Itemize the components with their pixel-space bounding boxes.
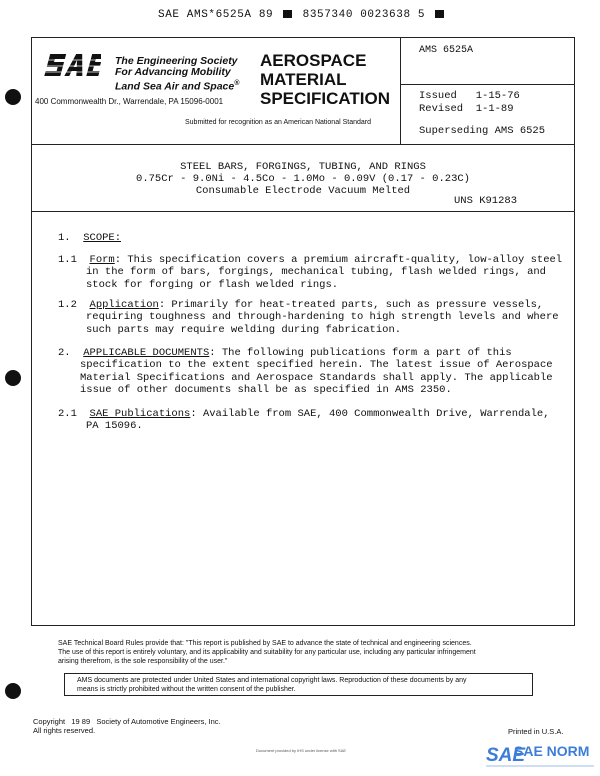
superseding-note: Superseding AMS 6525 (419, 125, 546, 137)
issue-dates: Issued 1-15-76 Revised 1-1-89 (419, 90, 520, 115)
copyright-notice-box: AMS documents are protected under United States and international copyright laws. Reproduction of these documents by any means is strictly prohibited without the written consent of the publisher. (64, 673, 533, 696)
section-1-heading: 1. SCOPE: (58, 232, 122, 244)
section-2: 2. APPLICABLE DOCUMENTS: The following publications form a part of this specification to the extent specified herein. The latest issue of Aerospace Material Specifications and Aerospace Standards shall apply. The applicable issue of other documents shall be as specified in AMS 2350. (58, 347, 553, 396)
copyright-line: Copyright 19 89 Society of Automotive Engineers, Inc. All rights reserved. (33, 717, 221, 735)
document-type-title (260, 51, 390, 108)
material-subject (31, 145, 575, 212)
title-line-3: SPECIFICATION (260, 89, 391, 108)
punch-hole (5, 370, 21, 386)
sae-logo-icon (41, 51, 101, 81)
barcode-block (435, 10, 444, 18)
title-line-2: MATERIAL (260, 70, 347, 89)
society-line-2: For Advancing Mobility (115, 66, 231, 78)
barcode-block (283, 10, 292, 18)
header-info-cell (401, 37, 575, 145)
section-1-1: 1.1 Form: This specification covers a premium aircraft-quality, low-alloy steel in the form of bars, forgings, mechanical tubing, flash welded rings, and stock for forging or flash welded rings. (58, 254, 563, 291)
punch-hole (5, 683, 21, 699)
society-line-1: The Engineering Society (115, 55, 238, 67)
technical-board-rules: SAE Technical Board Rules provide that: "This report is published by SAE to advance the state of technical and engineering sciences. The use of this report is entirely voluntary, and its applicability and suitability for any particular use, including any particular infringement arising therefrom, is the sole responsibility of the user." (58, 640, 476, 665)
printed-in: Printed in U.S.A. (508, 727, 564, 736)
section-2-1: 2.1 SAE Publications: Available from SAE, 400 Commonwealth Drive, Warrendale, PA 15096. (58, 408, 550, 433)
ams-number-box (401, 37, 575, 85)
sae-norm-watermark: SAE NORM (514, 743, 590, 759)
ams-number: AMS 6525A (419, 45, 474, 56)
society-name (115, 56, 239, 93)
svg-text:SAE: SAE (486, 745, 526, 766)
subject-line-3: Consumable Electrode Vacuum Melted (195, 185, 411, 197)
submitted-note: Submitted for recognition as an American National Standard (185, 119, 371, 126)
document-code-left: SAE AMS*6525A 89 (158, 9, 274, 21)
punch-hole (5, 89, 21, 105)
document-code-mid: 8357340 0023638 5 (302, 9, 426, 21)
document-code-header (158, 9, 447, 21)
title-line-1: AEROSPACE (260, 51, 367, 70)
society-address: 400 Commonwealth Dr., Warrendale, PA 15096-0001 (35, 97, 224, 106)
society-line-3: Land Sea Air and Space® (115, 80, 240, 93)
section-1-2: 1.2 Application: Primarily for heat-treated parts, such as pressure vessels, requiring toughness and through-hardening to high strength levels and where such parts may require welding during fabrication. (58, 299, 559, 336)
uns-number: UNS K91283 (453, 195, 517, 207)
license-note: Document provided by IHS under license with SAE (256, 748, 347, 753)
subject-line-1: STEEL BARS, FORGINGS, TUBING, AND RINGS (180, 161, 426, 173)
subject-line-2: 0.75Cr - 9.0Ni - 4.5Co - 1.0Mo - 0.09V (0.17 - 0.23C) (136, 173, 470, 185)
header-logo-cell (31, 37, 401, 145)
